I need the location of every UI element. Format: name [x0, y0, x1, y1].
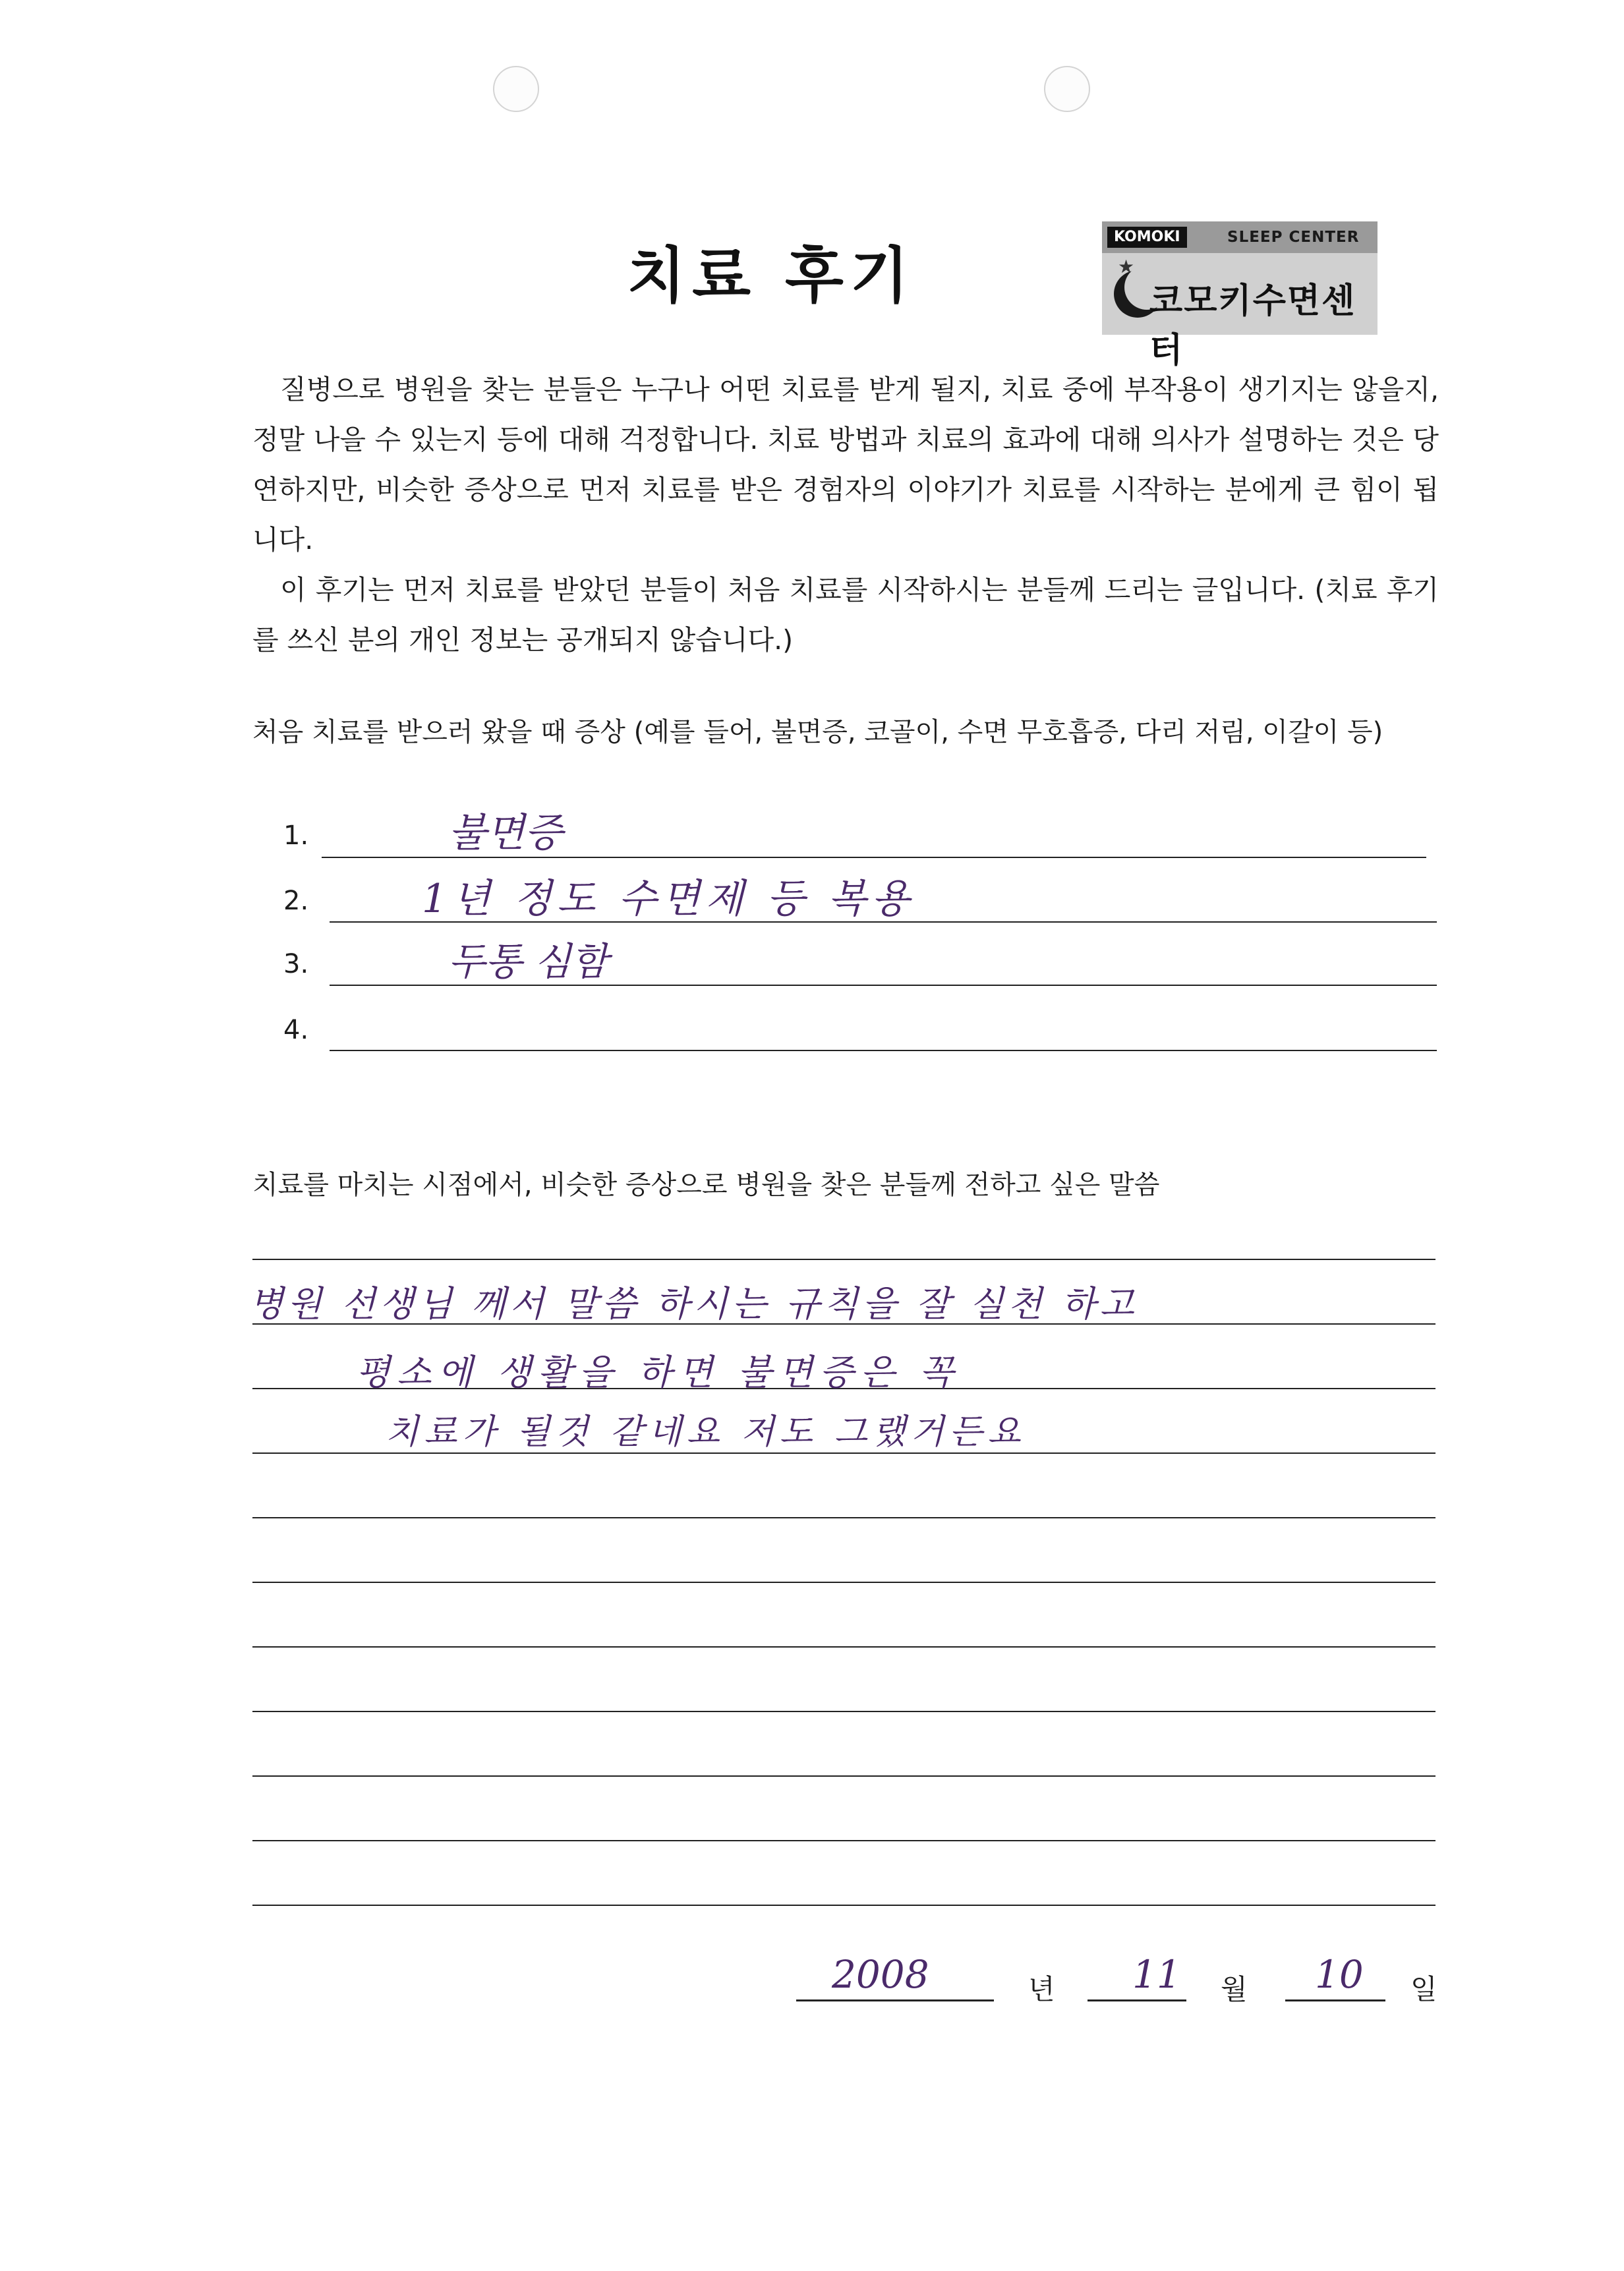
message-line-1	[252, 1259, 1436, 1260]
logo-text-en-left: KOMOKI	[1107, 227, 1187, 248]
message-line-6	[252, 1582, 1436, 1583]
date-month-line	[1088, 1999, 1186, 2001]
logo	[1102, 221, 1378, 370]
punch-hole-right	[1044, 66, 1090, 112]
date-day-line	[1285, 1999, 1385, 2001]
message-line-9	[252, 1775, 1436, 1777]
symptom-answer-3: 두통 심함	[448, 939, 608, 984]
date-month: 11	[1132, 1952, 1181, 1997]
symptom-answer-2: 1년 정도 수면제 등 복용	[422, 876, 915, 922]
symptoms-label: 처음 치료를 받으러 왔을 때 증상 (예를 들어, 불면증, 코골이, 수면 무호흡증, 다리 저림, 이갈이 등)	[252, 717, 1383, 747]
symptom-number-4: 4.	[283, 1015, 309, 1045]
logo-text-en-right: SLEEP CENTER	[1227, 229, 1360, 246]
logo-text-ko: 코모키수면센터	[1149, 281, 1356, 370]
date-year-unit: 년	[1028, 1973, 1055, 2005]
date-day: 10	[1315, 1952, 1364, 1997]
message-answer-3: 치료가 될것 같네요 저도 그랬거든요	[386, 1412, 1026, 1452]
intro-paragraph-1: 질병으로 병원을 찾는 분들은 누구나 어떤 치료를 받게 될지, 치료 중에 부작용이 생기지는 않을지, 정말 나을 수 있는지 등에 대해 걱정합니다. 치료 방법과 치료의 효과에 대해 의사가 설명하는 것은 당연하지만, 비슷한 증상으로 먼저 치료를 받은 경험자의 이야기가 치료를 시작하는 분에게 큰 힘이 됩니다.	[252, 374, 1439, 556]
symptom-number-3: 3.	[283, 949, 309, 979]
punch-hole-left	[493, 66, 539, 112]
symptom-number-1: 1.	[283, 820, 309, 851]
message-line-7	[252, 1646, 1436, 1648]
date-year-line	[796, 1999, 994, 2001]
page-title: 치료 후기	[627, 241, 915, 311]
star-icon: ★	[1118, 256, 1135, 277]
message-line-8	[252, 1711, 1436, 1712]
message-line-11	[252, 1905, 1436, 1906]
symptom-number-2: 2.	[283, 886, 309, 916]
symptom-answer-1: 불면증	[448, 810, 563, 856]
message-label: 치료를 마치는 시점에서, 비슷한 증상으로 병원을 찾은 분들께 전하고 싶은 말씀	[252, 1170, 1160, 1200]
intro-paragraph-2: 이 후기는 먼저 치료를 받았던 분들이 처음 치료를 시작하시는 분들께 드리는 글입니다. (치료 후기를 쓰신 분의 개인 정보는 공개되지 않습니다.)	[252, 574, 1439, 656]
message-line-10	[252, 1840, 1436, 1841]
date-month-unit: 월	[1221, 1973, 1248, 2005]
date-year: 2008	[832, 1952, 929, 1997]
message-answer-2: 평소에 생활을 하면 불면증은 꼭	[356, 1352, 960, 1393]
message-answer-1: 병원 선생님 께서 말씀 하시는 규칙을 잘 실천 하고	[249, 1283, 1138, 1325]
date-day-unit: 일	[1410, 1973, 1437, 2005]
symptom-line-4	[330, 1050, 1437, 1051]
message-line-5	[252, 1517, 1436, 1518]
